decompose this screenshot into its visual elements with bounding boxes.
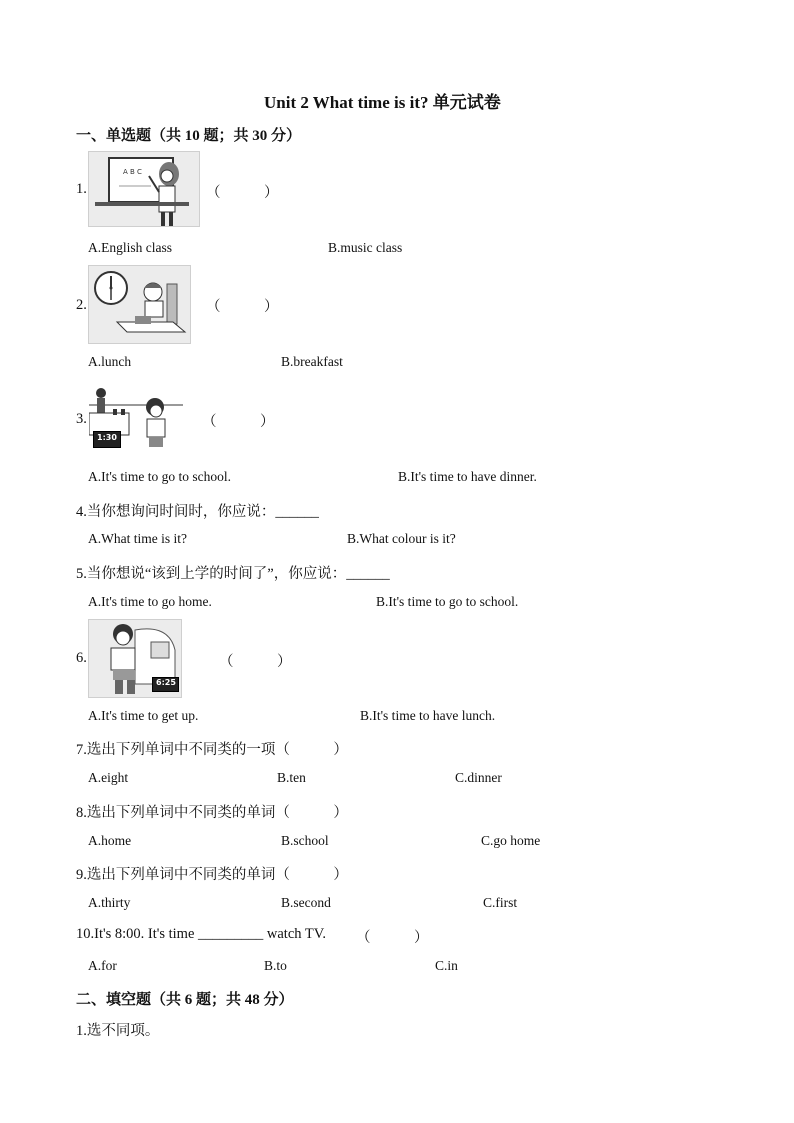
question-10-answer-blank: （ ） — [356, 930, 429, 946]
question-9-text: 9.选出下列单词中不同类的单词（ ） — [76, 867, 348, 883]
question-3-answer-blank: （ ） — [202, 414, 275, 430]
question-4-option-a[interactable]: A.What time is it? — [88, 531, 187, 546]
dinner-clock-time: 1:30 — [97, 433, 117, 442]
question-8-option-a[interactable]: A.home — [88, 833, 132, 848]
question-7-option-b[interactable]: B.ten — [277, 770, 306, 785]
sofa-clock-display — [152, 677, 179, 692]
question-2-answer-blank: （ ） — [206, 299, 279, 315]
question-9-option-a[interactable]: A.thirty — [88, 895, 131, 910]
question-10-option-a[interactable]: A.for — [88, 958, 117, 973]
question-1-answer-blank: （ ） — [206, 185, 279, 201]
question-1-option-b[interactable]: B.music class — [328, 240, 403, 255]
question-4-option-b[interactable]: B.What colour is it? — [347, 531, 456, 546]
question-8-option-c[interactable]: C.go home — [481, 833, 541, 848]
question-1-number: 1. — [76, 181, 87, 197]
question-8-text: 8.选出下列单词中不同类的单词（ ） — [76, 805, 348, 821]
question-3-option-a[interactable]: A.It's time to go to school. — [88, 469, 232, 484]
question-10-text: 10.It's 8:00. It's time _________ watch TV. — [76, 926, 326, 942]
question-5-option-b[interactable]: B.It's time to go to school. — [376, 594, 519, 609]
question-7-option-c[interactable]: C.dinner — [455, 770, 502, 785]
question-2-option-a[interactable]: A.lunch — [88, 354, 132, 369]
question-2-option-b[interactable]: B.breakfast — [281, 354, 343, 369]
question-7-text: 7.选出下列单词中不同类的一项（ ） — [76, 742, 348, 758]
question-10-option-c[interactable]: C.in — [435, 958, 458, 973]
dinner-clock-display — [93, 431, 121, 448]
question-10-option-b[interactable]: B.to — [264, 958, 287, 973]
question-6-option-a[interactable]: A.It's time to get up. — [88, 708, 199, 723]
question-5-text: 5.当你想说“该到上学的时间了”，你应说：______ — [76, 566, 390, 582]
question-8-option-b[interactable]: B.school — [281, 833, 329, 848]
question-9-option-c[interactable]: C.first — [483, 895, 518, 910]
question-6-option-b[interactable]: B.It's time to have lunch. — [360, 708, 496, 723]
question-6-number: 6. — [76, 650, 87, 666]
section-heading-fill-blank: 二、填空题（共 6 题；共 48 分） — [76, 992, 294, 1008]
question-4-text: 4.当你想询问时间时，你应说：______ — [76, 504, 319, 520]
page-title: Unit 2 What time is it? 单元试卷 — [264, 93, 501, 112]
svg-text:A B C: A B C — [123, 168, 142, 176]
question-1-option-a[interactable]: A.English class — [88, 240, 172, 255]
question-6-answer-blank: （ ） — [219, 654, 292, 670]
question-2-number: 2. — [76, 297, 87, 313]
question-5-option-a[interactable]: A.It's time to go home. — [88, 594, 212, 609]
question-9-option-b[interactable]: B.second — [281, 895, 331, 910]
sofa-clock-time: 6:25 — [156, 678, 176, 687]
question-7-option-a[interactable]: A.eight — [88, 770, 129, 785]
section-heading-single-choice: 一、单选题（共 10 题；共 30 分） — [76, 128, 302, 144]
section-2-question-1-text: 1.选不同项。 — [76, 1023, 160, 1039]
question-3-number: 3. — [76, 411, 87, 427]
teacher-blackboard-illustration — [88, 151, 200, 227]
question-3-option-b[interactable]: B.It's time to have dinner. — [398, 469, 537, 484]
clock-boy-eating-illustration — [88, 265, 191, 344]
